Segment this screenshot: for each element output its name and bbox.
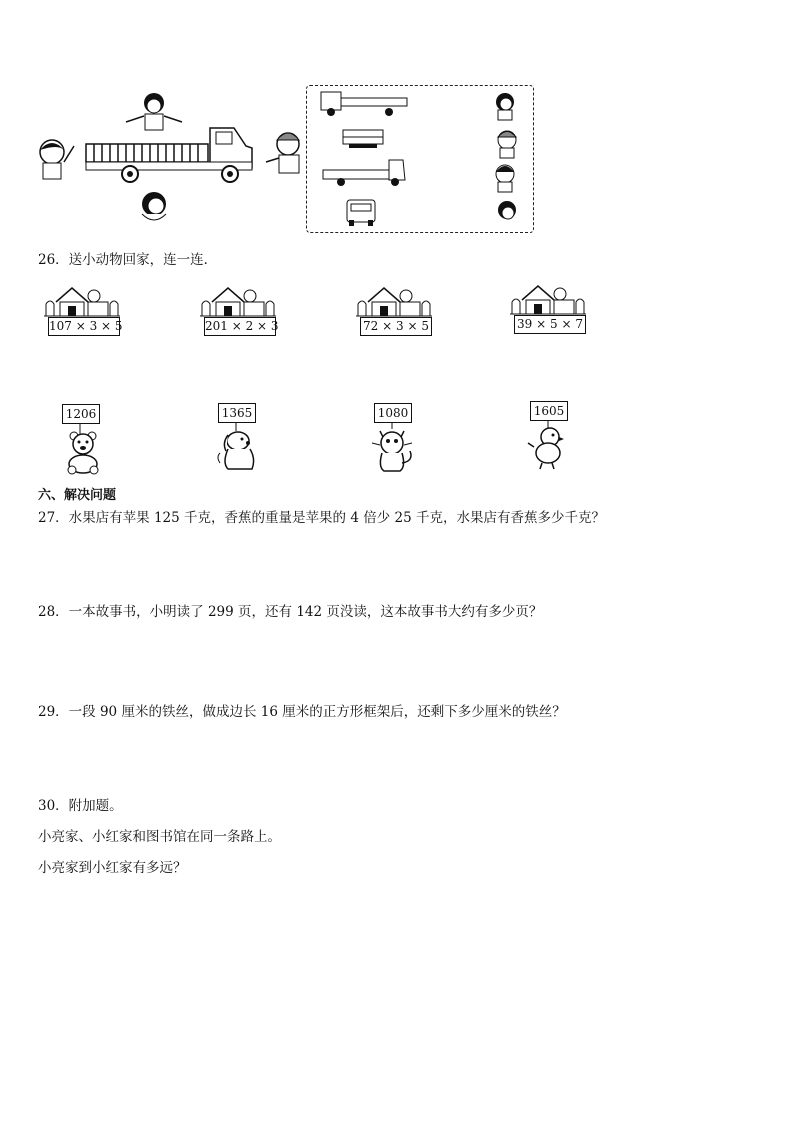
question-27: 27．水果店有苹果 125 千克，香蕉的重量是苹果的 4 倍少 25 千克，水果店有香蕉多少千克？ — [38, 510, 605, 526]
views-matching-box — [306, 85, 534, 233]
truck-side-icon — [86, 128, 252, 182]
house-2[interactable] — [198, 284, 278, 344]
right-boy-figure — [262, 126, 308, 178]
section-6-heading: 六、解决问题 — [38, 488, 117, 503]
girl-top-icon — [126, 93, 182, 130]
views-drawing — [307, 86, 533, 232]
dog-icon — [208, 403, 278, 475]
truck-view-top-icon — [343, 130, 383, 148]
animal-3[interactable] — [364, 403, 434, 475]
question-29: 29．一段 90 厘米的铁丝，做成边长 16 厘米的正方形框架后，还剩下多少厘米的铁丝？ — [38, 704, 566, 720]
kid-girl-2-icon — [498, 201, 516, 219]
house-1[interactable] — [42, 284, 122, 344]
truck-scene-drawing — [34, 86, 274, 234]
animal-number: 1206 — [62, 404, 100, 424]
boy-left-icon — [40, 140, 74, 179]
chick-icon — [520, 401, 590, 473]
question-30: 30．附加题。 — [38, 798, 123, 814]
animal-2[interactable] — [208, 403, 278, 475]
boy-right-icon — [262, 126, 308, 178]
kid-girl-1-icon — [496, 93, 514, 120]
animal-number: 1365 — [218, 403, 256, 423]
kid-boy-icon — [496, 165, 514, 192]
question-26: 26．送小动物回家，连一连． — [38, 252, 218, 268]
house-3[interactable] — [354, 284, 434, 344]
animal-number: 1605 — [530, 401, 568, 421]
truck-view-side-icon — [321, 92, 407, 116]
truck-view-front-icon — [347, 200, 375, 226]
question-28: 28．一本故事书，小明读了 299 页，还有 142 页没读，这本故事书大约有多少页？ — [38, 604, 543, 620]
cat-icon — [364, 403, 434, 475]
house-icon — [198, 284, 278, 320]
animal-4[interactable] — [520, 401, 590, 473]
house-expression: 72 × 3 × 5 — [360, 317, 432, 336]
house-icon — [508, 282, 588, 318]
house-expression: 107 × 3 × 5 — [48, 317, 120, 336]
house-icon — [42, 284, 122, 320]
truck-observation-illustration — [34, 86, 274, 234]
house-expression: 201 × 2 × 3 — [204, 317, 276, 336]
question-30-line-1: 小亮家、小红家和图书馆在同一条路上。 — [38, 829, 281, 845]
question-30-line-2: 小亮家到小红家有多远？ — [38, 860, 187, 876]
animal-1[interactable] — [52, 404, 122, 476]
animal-number: 1080 — [374, 403, 412, 423]
bear-icon — [52, 404, 122, 476]
house-4[interactable] — [508, 282, 588, 342]
house-icon — [354, 284, 434, 320]
house-expression: 39 × 5 × 7 — [514, 315, 586, 334]
girl-bottom-icon — [142, 192, 166, 220]
truck-view-back-side-icon — [323, 160, 405, 186]
kid-boy-cap-icon — [498, 131, 516, 158]
